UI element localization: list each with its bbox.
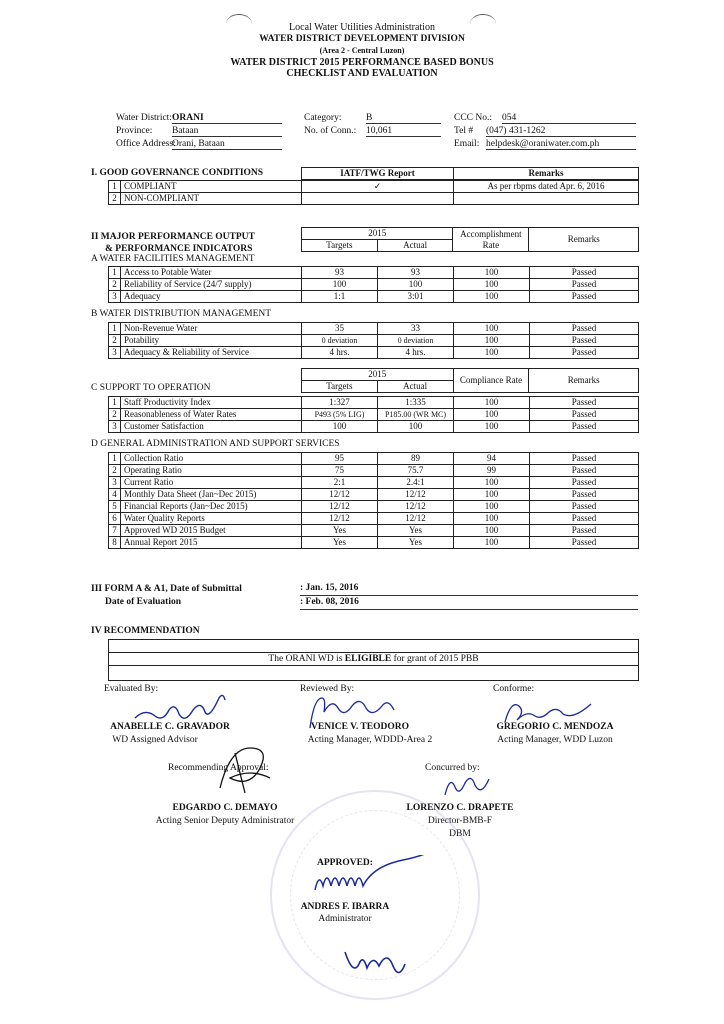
- email-value: helpdesk@oraniwater.com.ph: [486, 139, 636, 150]
- target-value: 12/12: [302, 501, 378, 513]
- condition-label: NON-COMPLIANT: [121, 193, 302, 205]
- actual-value: 93: [378, 267, 454, 279]
- actual-header-2: Actual: [377, 381, 453, 393]
- indicator-label: Water Quality Reports: [121, 513, 302, 525]
- rate-value: 100: [454, 335, 530, 347]
- province-label: Province:: [116, 126, 153, 136]
- indicator-label: Annual Report 2015: [121, 537, 302, 549]
- reviewed-by-label: Reviewed By:: [300, 684, 355, 694]
- indicator-label: Reliability of Service (24/7 supply): [121, 279, 302, 291]
- category-label: Category:: [304, 113, 342, 123]
- tel-value: (047) 431-1262: [486, 126, 636, 137]
- iatf-report-header: IATF/TWG Report: [302, 168, 454, 180]
- row-number: 2: [109, 409, 121, 421]
- table-row: [109, 279, 639, 291]
- actual-value: 0 deviation: [378, 335, 454, 347]
- row-number: 4: [109, 489, 121, 501]
- rate-value: 100: [454, 525, 530, 537]
- approver-title: Administrator: [318, 914, 372, 924]
- rate-value: 100: [454, 537, 530, 549]
- support-operation-table: [108, 396, 639, 433]
- approver-name: ANDRES F. IBARRA: [300, 902, 390, 912]
- remarks-header: Remarks: [529, 228, 639, 252]
- ccc-label: CCC No.:: [454, 113, 493, 123]
- target-value: 1:327: [302, 397, 378, 409]
- recommendation-box: [108, 639, 639, 681]
- document-header: [0, 22, 724, 80]
- remarks-value: Passed: [530, 347, 639, 359]
- remarks-value: Passed: [530, 465, 639, 477]
- actual-value: 4 hrs.: [378, 347, 454, 359]
- concurrer-name: LORENZO C. DRAPETE: [406, 803, 514, 813]
- table-row: [109, 537, 639, 549]
- target-value: 2:1: [302, 477, 378, 489]
- remarks-value: Passed: [530, 421, 639, 433]
- target-value: 12/12: [302, 513, 378, 525]
- document-subtitle: CHECKLIST AND EVALUATION: [286, 68, 438, 79]
- remarks-value: Passed: [530, 397, 639, 409]
- indicator-label: Adequacy: [121, 291, 302, 303]
- section-2-title: [91, 231, 255, 255]
- target-value: 93: [302, 267, 378, 279]
- indicator-label: Monthly Data Sheet (Jan~Dec 2015): [121, 489, 302, 501]
- condition-remarks: As per rbpms dated Apr. 6, 2016: [454, 181, 639, 193]
- table-row: [109, 291, 639, 303]
- row-number: 3: [109, 421, 121, 433]
- remarks-value: Passed: [530, 267, 639, 279]
- concurrer-signature: [440, 770, 500, 805]
- target-value: Yes: [302, 537, 378, 549]
- report-mark: [302, 193, 454, 205]
- targets-header-2: Targets: [302, 381, 378, 393]
- indicator-label: Potability: [121, 335, 302, 347]
- table-row: [109, 477, 639, 489]
- section-2-title-line2: & PERFORMANCE INDICATORS: [105, 244, 253, 254]
- row-number: 1: [109, 397, 121, 409]
- row-number: 3: [109, 291, 121, 303]
- table-row: [109, 513, 639, 525]
- evaluator-name: ANABELLE C. GRAVADOR: [110, 722, 230, 732]
- approver-signature: [305, 855, 445, 900]
- concurrer-title-2: DBM: [449, 829, 471, 839]
- actual-value: 12/12: [378, 501, 454, 513]
- agency-name: Local Water Utilities Administration: [289, 22, 435, 33]
- indicator-label: Staff Productivity Index: [121, 397, 302, 409]
- row-number: 2: [109, 279, 121, 291]
- remarks-value: Passed: [530, 513, 639, 525]
- rate-value: 100: [454, 513, 530, 525]
- remarks-value: Passed: [530, 477, 639, 489]
- actual-header: Actual: [377, 240, 453, 252]
- indicator-label: Non-Revenue Water: [121, 323, 302, 335]
- remarks-header: Remarks: [454, 168, 639, 180]
- rate-value: 100: [454, 323, 530, 335]
- table-row: [109, 267, 639, 279]
- actual-value: Yes: [378, 525, 454, 537]
- initial-mark: [340, 940, 420, 985]
- indicator-label: Reasonableness of Water Rates: [121, 409, 302, 421]
- recommendation-pre: The ORANI WD is: [268, 654, 345, 664]
- general-admin-table: [108, 452, 639, 549]
- accomplishment-rate-header: Accomplishment Rate: [453, 228, 529, 252]
- actual-value: 1:335: [378, 397, 454, 409]
- table-row: [109, 489, 639, 501]
- conforme-label: Conforme:: [493, 684, 535, 694]
- evaluation-label: Date of Evaluation: [105, 597, 181, 607]
- table-row: [109, 181, 639, 193]
- report-mark: ✓: [302, 181, 454, 193]
- support-header: [301, 368, 639, 393]
- row-number: 7: [109, 525, 121, 537]
- year-header-2: 2015: [302, 369, 454, 381]
- table-row: [109, 453, 639, 465]
- indicator-label: Financial Reports (Jan~Dec 2015): [121, 501, 302, 513]
- water-district-value: ORANI: [172, 113, 282, 124]
- section-4-title: IV RECOMMENDATION: [91, 626, 200, 636]
- row-number: 1: [109, 181, 121, 193]
- office-value: Orani, Bataan: [172, 139, 282, 150]
- remarks-value: Passed: [530, 525, 639, 537]
- actual-value: 75.7: [378, 465, 454, 477]
- table-row: [109, 525, 639, 537]
- actual-value: Yes: [378, 537, 454, 549]
- connections-label: No. of Conn.:: [304, 126, 357, 136]
- target-value: 95: [302, 453, 378, 465]
- actual-value: 2.4:1: [378, 477, 454, 489]
- section-3-title: [91, 583, 242, 609]
- remarks-value: Passed: [530, 537, 639, 549]
- table-row: [109, 397, 639, 409]
- division-name: WATER DISTRICT DEVELOPMENT DIVISION: [259, 33, 465, 44]
- rate-value: 100: [454, 501, 530, 513]
- submittal-date: : Jan. 15, 2016: [300, 583, 638, 596]
- reviewer-name: VENICE V. TEODORO: [311, 722, 409, 732]
- subsection-b-title: B WATER DISTRIBUTION MANAGEMENT: [91, 309, 272, 319]
- targets-header: Targets: [302, 240, 378, 252]
- evaluated-by-label: Evaluated By:: [104, 684, 159, 694]
- remarks-value: Passed: [530, 489, 639, 501]
- eligibility-status: ELIGIBLE: [344, 654, 392, 664]
- office-label: Office Address:: [116, 139, 176, 149]
- tel-label: Tel #: [454, 126, 474, 136]
- remarks-header-2: Remarks: [529, 369, 639, 393]
- actual-value: 12/12: [378, 513, 454, 525]
- remarks-value: Passed: [530, 501, 639, 513]
- rate-value: 100: [454, 421, 530, 433]
- concurred-label: Concurred by:: [425, 763, 480, 773]
- target-value: 4 hrs.: [302, 347, 378, 359]
- table-row: [109, 409, 639, 421]
- actual-value: 3:01: [378, 291, 454, 303]
- rate-value: 99: [454, 465, 530, 477]
- indicator-label: Customer Satisfaction: [121, 421, 302, 433]
- actual-value: 33: [378, 323, 454, 335]
- rate-value: 100: [454, 291, 530, 303]
- subsection-c-title: C SUPPORT TO OPERATION: [91, 383, 211, 393]
- indicator-label: Approved WD 2015 Budget: [121, 525, 302, 537]
- target-value: 100: [302, 421, 378, 433]
- submittal-label: III FORM A & A1, Date of Submittal: [91, 584, 242, 594]
- governance-table: [108, 180, 639, 205]
- evaluator-title: WD Assigned Advisor: [112, 735, 198, 745]
- year-header: 2015: [302, 228, 453, 240]
- table-row: [109, 465, 639, 477]
- subsection-d-title: D GENERAL ADMINISTRATION AND SUPPORT SERVICES: [91, 439, 340, 449]
- performance-header: [301, 227, 639, 252]
- water-facilities-table: [108, 266, 639, 303]
- document-title: WATER DISTRICT 2015 PERFORMANCE BASED BONUS: [230, 56, 494, 68]
- rate-value: 100: [454, 409, 530, 421]
- actual-value: P185.00 (WR MC): [378, 409, 454, 421]
- governance-header: [301, 167, 639, 180]
- row-number: 1: [109, 453, 121, 465]
- target-value: 0 deviation: [302, 335, 378, 347]
- row-number: 3: [109, 477, 121, 489]
- water-district-label: Water District:: [116, 113, 172, 123]
- indicator-label: Access to Potable Water: [121, 267, 302, 279]
- target-value: 100: [302, 279, 378, 291]
- indicator-label: Collection Ratio: [121, 453, 302, 465]
- area-name: (Area 2 - Central Luzon): [319, 46, 405, 55]
- row-number: 1: [109, 323, 121, 335]
- district-info: [116, 113, 636, 152]
- actual-value: 89: [378, 453, 454, 465]
- table-row: [109, 335, 639, 347]
- row-number: 6: [109, 513, 121, 525]
- target-value: P493 (5% LIG): [302, 409, 378, 421]
- concurrer-title-1: Director-BMB-F: [427, 816, 493, 826]
- target-value: 12/12: [302, 489, 378, 501]
- recommender-title: Acting Senior Deputy Administrator: [155, 816, 295, 826]
- row-number: 5: [109, 501, 121, 513]
- target-value: 1:1: [302, 291, 378, 303]
- rate-value: 100: [454, 489, 530, 501]
- actual-value: 100: [378, 421, 454, 433]
- table-row: [109, 323, 639, 335]
- rate-value: 100: [454, 347, 530, 359]
- row-number: 3: [109, 347, 121, 359]
- conforme-name: GREGORIO C. MENDOZA: [496, 722, 614, 732]
- row-number: 2: [109, 465, 121, 477]
- remarks-value: Passed: [530, 323, 639, 335]
- reviewer-title: Acting Manager, WDDD-Area 2: [307, 735, 433, 745]
- condition-label: COMPLIANT: [121, 181, 302, 193]
- recommendation-post: for grant of 2015 PBB: [391, 654, 479, 664]
- table-row: [109, 501, 639, 513]
- rate-value: 100: [454, 267, 530, 279]
- rate-value: 100: [454, 397, 530, 409]
- remarks-value: Passed: [530, 409, 639, 421]
- recommender-signature: [200, 738, 290, 798]
- table-row: [109, 421, 639, 433]
- compliance-rate-header: Compliance Rate: [453, 369, 529, 393]
- row-number: 8: [109, 537, 121, 549]
- remarks-value: Passed: [530, 453, 639, 465]
- evaluation-date: : Feb. 08, 2016: [300, 597, 638, 610]
- recommending-label: Recommending Approval:: [168, 763, 269, 773]
- row-number: 2: [109, 193, 121, 205]
- actual-value: 12/12: [378, 489, 454, 501]
- target-value: 35: [302, 323, 378, 335]
- target-value: 75: [302, 465, 378, 477]
- table-row: [109, 347, 639, 359]
- row-number: 2: [109, 335, 121, 347]
- rate-value: 100: [454, 477, 530, 489]
- section-1-title: I. GOOD GOVERNANCE CONDITIONS: [91, 168, 264, 178]
- water-distribution-table: [108, 322, 639, 359]
- row-number: 1: [109, 267, 121, 279]
- recommender-name: EDGARDO C. DEMAYO: [172, 803, 278, 813]
- indicator-label: Adequacy & Reliability of Service: [121, 347, 302, 359]
- approved-label: APPROVED:: [317, 858, 373, 868]
- remarks-value: Passed: [530, 335, 639, 347]
- rate-value: 100: [454, 279, 530, 291]
- recommendation-text: [109, 652, 638, 666]
- connections-value: 10,061: [366, 126, 441, 137]
- ccc-value: 054: [502, 113, 636, 124]
- email-label: Email:: [454, 139, 480, 149]
- province-value: Bataan: [172, 126, 282, 137]
- section-2-title-line1: II MAJOR PERFORMANCE OUTPUT: [91, 232, 255, 242]
- table-row: [109, 193, 639, 205]
- target-value: Yes: [302, 525, 378, 537]
- remarks-value: Passed: [530, 291, 639, 303]
- indicator-label: Current Ratio: [121, 477, 302, 489]
- conforme-title: Acting Manager, WDD Luzon: [497, 735, 613, 745]
- condition-remarks: [454, 193, 639, 205]
- remarks-value: Passed: [530, 279, 639, 291]
- indicator-label: Operating Ratio: [121, 465, 302, 477]
- subsection-a-title: A WATER FACILITIES MANAGEMENT: [91, 254, 255, 264]
- rate-value: 94: [454, 453, 530, 465]
- category-value: B: [366, 113, 441, 124]
- actual-value: 100: [378, 279, 454, 291]
